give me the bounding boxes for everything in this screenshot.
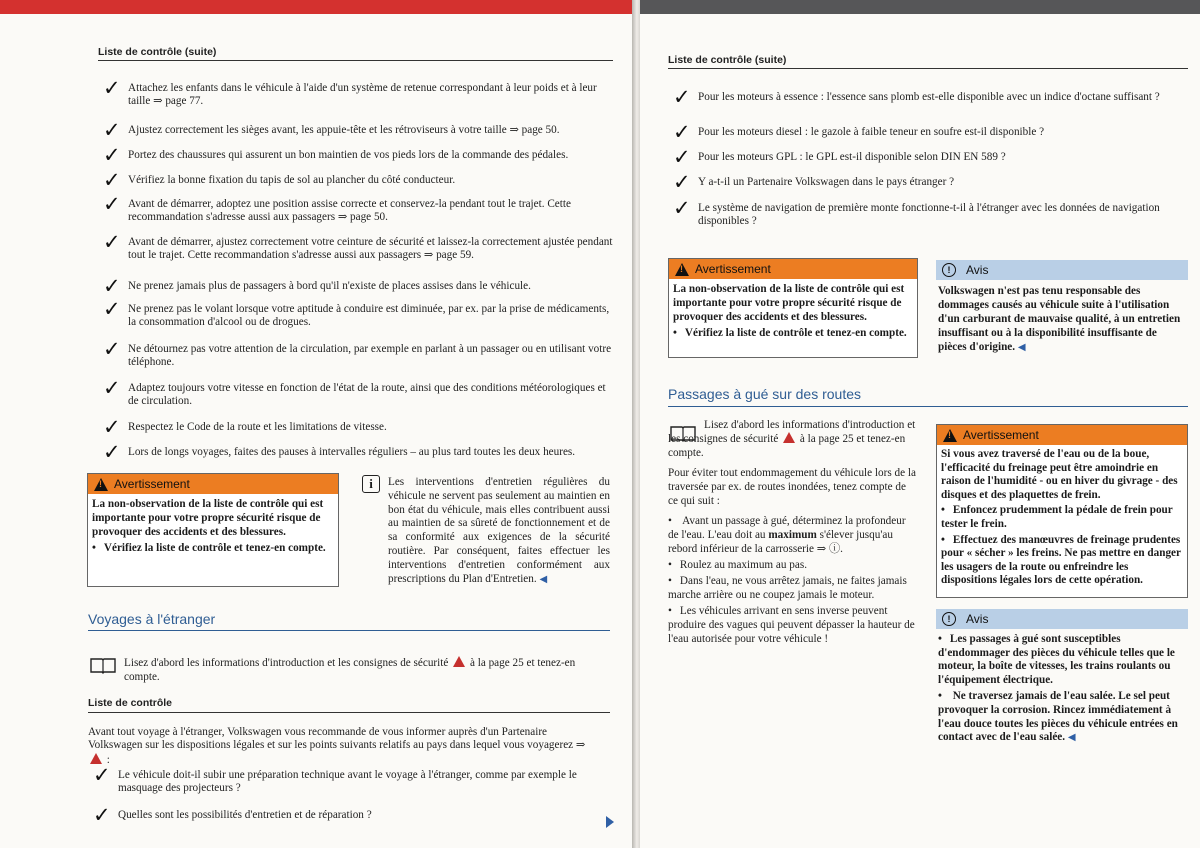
left-warning-bullet: • Vérifiez la liste de contrôle et tenez-en compte.	[92, 541, 334, 555]
left-paragraph-colon: :	[106, 753, 110, 766]
end-mark-icon: ◀	[1017, 342, 1026, 353]
checkmark-icon: ✓	[103, 297, 121, 321]
checklist-item	[103, 415, 613, 439]
left-header-rule	[98, 60, 613, 61]
checklist-item-text: Respectez le Code de la route et les limitations de vitesse.	[128, 421, 387, 433]
checklist-item-text: Quelles sont les possibilités d'entretien et de réparation ?	[118, 809, 372, 821]
right-bullet-3: • Dans l'eau, ne vous arrêtez jamais, ne faites jamais marche arrière ou ne coupez jamais le moteur.	[668, 574, 916, 602]
right-warning-header	[669, 259, 917, 279]
left-warning-header	[88, 474, 338, 494]
left-warning-text: La non-observation de la liste de contrôle qui est importante pour votre propre sécurité risque de provoquer des accidents et des blessures.	[92, 498, 324, 538]
checkmark-icon: ✓	[103, 143, 121, 167]
right-bullet-4: • Les véhicules arrivant en sens inverse peuvent produire des vagues qui peuvent dépasser la hauteur de l'eau autorisée pour votre véhicule !	[668, 604, 916, 646]
checklist-item	[103, 143, 613, 167]
left-intro-text-a: Lisez d'abord les informations d'introduction et les consignes de sécurité	[124, 657, 449, 669]
checklist-item	[673, 170, 1188, 194]
left-intro	[124, 656, 610, 684]
checkmark-icon: ✓	[673, 120, 691, 144]
avis-icon: !	[942, 612, 956, 626]
warning-triangle-icon	[943, 429, 957, 442]
right-warning-header-2	[937, 425, 1187, 445]
checklist-item-text: Portez des chaussures qui assurent un bon maintien de vos pieds lors de la commande des pédales.	[128, 149, 569, 161]
warning-triangle-icon	[783, 432, 795, 443]
right-avis-box-1	[936, 260, 1188, 355]
end-mark-icon: ◀	[1067, 732, 1076, 744]
right-warning-text: La non-observation de la liste de contrôle qui est importante pour votre propre sécurité risque de provoquer des accidents et des blessures.	[673, 283, 905, 323]
checklist-item	[103, 274, 613, 298]
left-sub-rule	[88, 712, 610, 713]
checklist-item-text: Ne prenez jamais plus de passagers à bord qu'il n'existe de places assises dans le véhicule.	[128, 280, 531, 292]
checklist-item	[103, 168, 613, 192]
right-warning-title: Avertissement	[695, 262, 771, 276]
right-bullet-1b: s'élever jusqu'au rebord inférieur de la carrosserie ⇒ ⓘ.	[668, 529, 893, 555]
warning-triangle-icon	[453, 656, 465, 667]
next-page-arrow-icon[interactable]	[606, 816, 614, 828]
checkmark-icon: ✓	[673, 145, 691, 169]
checklist-item	[103, 376, 613, 409]
checkmark-icon: ✓	[103, 274, 121, 298]
right-bullet-2: • Roulez au maximum au pas.	[668, 558, 916, 572]
checklist-item-text: Avant de démarrer, ajustez correctement votre ceinture de sécurité et laissez-la correctement ajustée pendant tout le trajet. Cette recommandation s'adresse aussi aux passagers ⇒ page 59.	[128, 236, 613, 262]
checklist-item-text: Ajustez correctement les sièges avant, les appuie-tête et les rétroviseurs à votre taille ⇒ page 50.	[128, 124, 560, 136]
checklist-item	[103, 118, 613, 142]
checklist-item-text: Pour les moteurs diesel : le gazole à faible teneur en soufre est-il disponible ?	[698, 126, 1045, 138]
checklist-item-text: Le système de navigation de première monte fonctionne-t-il à l'étranger avec les données de navigation disponibles ?	[698, 202, 1160, 228]
checklist-item-text: Lors de longs voyages, faites des pauses à intervalles réguliers – au plus tard toutes les deux heures.	[128, 446, 576, 458]
checklist-item	[103, 440, 613, 464]
left-warning-body	[88, 494, 338, 557]
checklist-item	[93, 803, 583, 827]
right-avis-body-2	[936, 629, 1188, 745]
right-para1: Pour éviter tout endommagement du véhicule lors de la traversée par ex. de routes inondées, tenez compte de ce qui suit :	[668, 467, 916, 507]
right-warning-body-2	[937, 445, 1187, 590]
checkmark-icon: ✓	[673, 196, 691, 220]
checklist-item-text: Y a-t-il un Partenaire Volkswagen dans le pays étranger ?	[698, 176, 955, 188]
checkmark-icon: ✓	[103, 440, 121, 464]
right-bullet-1	[668, 514, 916, 556]
right-avis-header-2	[936, 609, 1188, 629]
right-bullet-1-bold: maximum	[768, 529, 817, 541]
left-intro-text-b: à la page 25 et tenez-en compte.	[124, 657, 576, 683]
right-avis-2-bullet-2-text: Ne traversez jamais de l'eau salée. Le sel peut provoquer la corrosion. Rincez immédiatement à l'eau douce toutes les pièces du véhicule entrées en contact avec de l'eau salée.	[938, 690, 1178, 744]
left-warning-box	[87, 473, 339, 587]
right-section-header: Liste de contrôle (suite)	[668, 54, 787, 66]
checkmark-icon: ✓	[103, 376, 121, 400]
left-info-body: Les interventions d'entretien régulières du véhicule ne servent pas seulement au maintien en bon état du véhicule, mais elles contribuent aussi au maintien de sa sûreté de fonctionnement et de sa conformité aux exigences de la sécurité routière. Par conséquent, faites effectuer les interventions d'entretien conformément aux prescriptions du Plan d'Entretien.	[388, 476, 610, 585]
checklist-item	[103, 337, 613, 370]
checkmark-icon: ✓	[93, 803, 111, 827]
right-warning-box-2	[936, 424, 1188, 598]
checklist-item-text: Adaptez toujours votre vitesse en fonction de l'état de la route, ainsi que des conditions météorologiques et de circulation.	[128, 382, 606, 408]
right-avis-title-2: Avis	[966, 612, 989, 626]
checklist-item	[103, 230, 613, 263]
left-sub-header: Liste de contrôle	[88, 697, 173, 709]
info-icon: i	[362, 475, 380, 493]
right-avis-2-bullet-1: • Les passages à gué sont susceptibles d'endommager des pièces du véhicule telles que le moteur, la boîte de vitesses, les trains roulants ou l'équipement électrique.	[938, 633, 1186, 687]
right-intro-text-b: à la page 25 et tenez-en compte.	[668, 433, 906, 459]
warning-triangle-icon	[675, 263, 689, 276]
checkmark-icon: ✓	[103, 415, 121, 439]
checklist-item	[673, 196, 1188, 229]
left-warning-title: Avertissement	[114, 477, 190, 491]
right-section-title: Passages à gué sur des routes	[668, 386, 862, 402]
end-mark-icon: ◀	[539, 573, 548, 585]
checklist-item-text: Pour les moteurs GPL : le GPL est-il disponible selon DIN EN 589 ?	[698, 151, 1006, 163]
warning-triangle-icon	[94, 478, 108, 491]
right-avis-title-1: Avis	[966, 263, 989, 277]
right-avis-header-1	[936, 260, 1188, 280]
left-paragraph	[88, 726, 603, 767]
checklist-item-text: Vérifiez la bonne fixation du tapis de sol au plancher du côté conducteur.	[128, 174, 456, 186]
checkmark-icon: ✓	[103, 230, 121, 254]
left-section-header: Liste de contrôle (suite)	[98, 46, 217, 58]
checklist-item-text: Ne détournez pas votre attention de la circulation, par exemple en parlant à un passager ou en utilisant votre téléphone.	[128, 343, 612, 369]
left-title-rule	[88, 630, 610, 631]
right-warning-title-2: Avertissement	[963, 428, 1039, 442]
right-intro-text-a: Lisez d'abord les informations d'introduction et les consignes de sécurité	[668, 419, 916, 445]
checklist-item	[673, 85, 1188, 109]
right-bullets	[668, 514, 916, 646]
checkmark-icon: ✓	[103, 192, 121, 216]
checkmark-icon: ✓	[103, 168, 121, 192]
checklist-item-text: Avant de démarrer, adoptez une position assise correcte et conservez-la pendant tout le trajet. Cette recommandation s'adresse aussi aux passagers ⇒ page 50.	[128, 198, 571, 224]
right-intro	[668, 418, 916, 460]
checklist-item	[93, 763, 583, 796]
right-avis-text-1: Volkswagen n'est pas tenu responsable des dommages causés au véhicule suite à l'utilisation d'un carburant de mauvaise qualité, à un entretien insuffisant ou à la disponibilité insuffisante de pièces d'origine.	[938, 285, 1181, 353]
book-gutter	[632, 0, 640, 848]
right-warning-2-bullet-2: • Effectuez des manœuvres de freinage prudentes pour « sécher » les freins. Ne pas mettre en danger les usagers de la route ou enfreindre les dispositions légales lors de cette opération.	[941, 534, 1183, 588]
left-paragraph-text: Avant tout voyage à l'étranger, Volkswagen vous recommande de vous informer auprès d'un Partenaire Volkswagen sur les dispositions légales et sur les points suivants relatifs au pays dans lequel vous voyagerez ⇒	[88, 726, 586, 752]
right-avis-box-2	[936, 609, 1188, 745]
checklist-item-text: Le véhicule doit-il subir une préparation technique avant le voyage à l'étranger, comme par exemple le masquage des projecteurs ?	[118, 769, 577, 795]
right-avis-2-bullet-2	[938, 690, 1186, 744]
avis-icon: !	[942, 263, 956, 277]
right-header-rule	[668, 68, 1188, 69]
checkmark-icon: ✓	[673, 85, 691, 109]
checklist-item-text: Ne prenez pas le volant lorsque votre aptitude à conduire est diminuée, par ex. par la prise de médicaments, la consommation d'alcool ou de drogues.	[128, 303, 610, 329]
right-warning-text-2: Si vous avez traversé de l'eau ou de la boue, l'efficacité du freinage peut être amoindrie en raison de l'humidité - ou en hiver du givrage - des disques et des plaquettes de frein.	[941, 448, 1178, 501]
right-warning-box	[668, 258, 918, 358]
right-title-rule	[668, 406, 1188, 407]
right-warning-2-bullet-1: • Enfoncez prudemment la pédale de frein pour tester le frein.	[941, 504, 1183, 531]
checklist-item	[103, 76, 613, 109]
checkmark-icon: ✓	[103, 118, 121, 142]
checkmark-icon: ✓	[103, 76, 121, 100]
right-warning-body	[669, 279, 917, 342]
checklist-item	[673, 120, 1188, 144]
checkmark-icon: ✓	[93, 763, 111, 787]
checklist-item	[103, 297, 613, 330]
right-warning-bullet: • Vérifiez la liste de contrôle et tenez-en compte.	[673, 326, 913, 340]
checklist-item	[103, 192, 613, 225]
left-section-title: Voyages à l'étranger	[88, 611, 216, 627]
checklist-item	[673, 145, 1188, 169]
checkmark-icon: ✓	[673, 170, 691, 194]
checklist-item-text: Attachez les enfants dans le véhicule à l'aide d'un système de retenue correspondant à leur poids et à leur taille ⇒ page 77.	[128, 82, 597, 108]
right-bullet-1a: Avant un passage à gué, déterminez la profondeur de l'eau. L'eau doit au	[668, 515, 906, 541]
checklist-item-text: Pour les moteurs à essence : l'essence sans plomb est-elle disponible avec un indice d'octane suffisant ?	[698, 91, 1160, 103]
checkmark-icon: ✓	[103, 337, 121, 361]
right-page	[640, 0, 1200, 848]
right-avis-body-1	[936, 280, 1188, 355]
book-icon	[90, 656, 116, 674]
left-info-text	[388, 476, 610, 586]
